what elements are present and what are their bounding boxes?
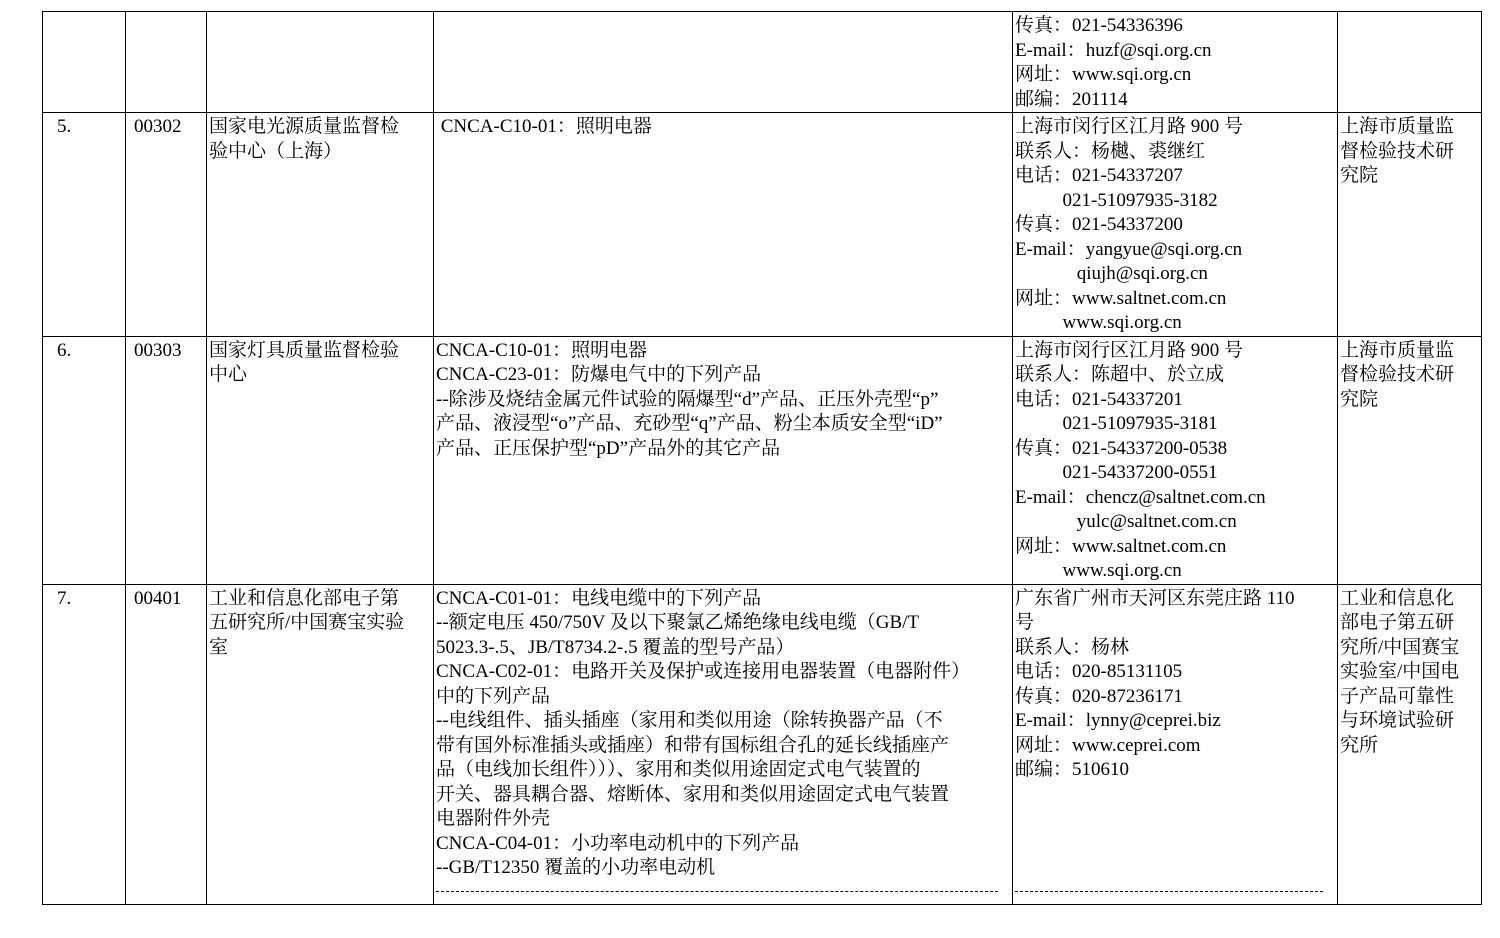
parent-org-line: 督检验技术研 (1340, 140, 1455, 162)
table-row (43, 113, 1482, 337)
contact-info-line: E-mail：chencz@saltnet.com.cn (1015, 486, 1266, 508)
contact-info-line: 网址：www.saltnet.com.cn (1015, 287, 1227, 309)
contact-info-line: 邮编：201114 (1015, 88, 1128, 110)
contact-info-line: 联系人：杨林 (1015, 636, 1130, 658)
lab-name-line: 中心 (209, 364, 248, 385)
parent-org-cell (1338, 336, 1482, 584)
dashed-separator (436, 891, 998, 892)
lab-name-cell (207, 336, 434, 584)
lab-name-line: 国家电光源质量监督检 (209, 116, 400, 137)
lab-name-line: 国家灯具质量监督检验 (209, 339, 400, 361)
lab-code-cell (126, 113, 207, 337)
contact-info-cell (1013, 584, 1338, 904)
lab-name-line: 五研究所/中国赛宝实验 (209, 612, 405, 633)
lab-code-line: 00401 (134, 587, 182, 609)
cert-scope-line: 中的下列产品 (436, 685, 551, 707)
contact-info-line: 电话：021-54337207 (1015, 165, 1183, 186)
contact-info-line: 广东省广州市天河区东莞庄路 110 (1015, 587, 1295, 609)
contact-info-line: 传真：021-54337200-0538 (1015, 437, 1228, 459)
cert-scope-line: 电器附件外壳 (436, 808, 551, 829)
contact-info-line: 传真：021-54337200 (1015, 214, 1183, 235)
contact-info-line: 021-54337200-0551 (1015, 462, 1218, 483)
table-row (43, 12, 1482, 113)
contact-info-line: E-mail：huzf@sqi.org.cn (1015, 39, 1212, 61)
cert-scope-line: CNCA-C04-01：小功率电动机中的下列产品 (436, 832, 800, 854)
parent-org-line: 究院 (1340, 165, 1379, 186)
parent-org-line: 上海市质量监 (1340, 339, 1455, 361)
lab-name-line: 工业和信息化部电子第 (209, 587, 400, 609)
row-number-cell (43, 113, 126, 337)
cert-scope-line: 带有国外标准插头或插座）和带有国标组合孔的延长线插座产 (436, 734, 950, 756)
contact-info-cell (1013, 113, 1338, 337)
cert-scope-line: --额定电压 450/750V 及以下聚氯乙烯绝缘电线电缆（GB/T (436, 612, 920, 633)
cert-scope-cell (434, 584, 1013, 904)
lab-code-cell (126, 584, 207, 904)
lab-code-line: 00303 (134, 339, 182, 361)
contact-info-line: 021-51097935-3182 (1015, 189, 1218, 211)
lab-code-line: 00302 (134, 116, 182, 137)
cert-scope-cell (434, 113, 1013, 337)
parent-org-line: 与环境试验研 (1340, 710, 1455, 731)
contact-info-line: 电话：021-54337201 (1015, 388, 1183, 410)
row-number-line: 6. (57, 339, 72, 361)
parent-org-cell (1338, 584, 1482, 904)
cert-scope-line: 开关、器具耦合器、熔断体、家用和类似用途固定式电气装置 (436, 783, 950, 805)
contact-info-line: E-mail：yangyue@sqi.org.cn (1015, 238, 1243, 260)
contact-info-line: 联系人：杨樾、裘继红 (1015, 140, 1206, 162)
lab-name-cell (207, 113, 434, 337)
parent-org-line: 究所 (1340, 734, 1379, 756)
parent-org-line: 子产品可靠性 (1340, 685, 1455, 707)
parent-org-line: 督检验技术研 (1340, 364, 1455, 385)
cert-scope-line: 5023.3-.5、JB/T8734.2-.5 覆盖的型号产品） (436, 636, 795, 658)
lab-code-cell (126, 12, 207, 113)
lab-table (42, 11, 1482, 905)
cert-scope-line: CNCA-C10-01：照明电器 (436, 339, 648, 361)
parent-org-line: 工业和信息化 (1340, 587, 1455, 609)
dashed-separator (1015, 891, 1323, 892)
lab-code-cell (126, 336, 207, 584)
lab-name-cell (207, 12, 434, 113)
row-number-cell (43, 336, 126, 584)
contact-info-line: 021-51097935-3181 (1015, 413, 1218, 434)
parent-org-line: 实验室/中国电 (1340, 661, 1460, 682)
cert-scope-cell (434, 12, 1013, 113)
contact-info-line: qiujh@sqi.org.cn (1015, 263, 1208, 284)
contact-info-line: 电话：020-85131105 (1015, 661, 1183, 682)
contact-info-line: 上海市闵行区江月路 900 号 (1015, 339, 1244, 361)
lab-name-line: 室 (209, 636, 229, 658)
contact-info-line: 传真：020-87236171 (1015, 685, 1183, 707)
cert-scope-line: --除涉及烧结金属元件试验的隔爆型“d”产品、正压外壳型“p” (436, 388, 939, 410)
cert-scope-line: 产品、正压保护型“pD”产品外的其它产品 (436, 437, 781, 459)
cert-scope-line: CNCA-C01-01：电线电缆中的下列产品 (436, 587, 762, 609)
table-row (43, 336, 1482, 584)
contact-info-line: 网址：www.saltnet.com.cn (1015, 535, 1227, 557)
row-number-cell (43, 584, 126, 904)
cert-scope-line: 产品、液浸型“o”产品、充砂型“q”产品、粉尘本质安全型“iD” (436, 413, 943, 434)
cert-scope-line: 品（电线加长组件）））、家用和类似用途固定式电气装置的 (436, 759, 921, 780)
contact-info-line: E-mail：lynny@ceprei.biz (1015, 710, 1221, 731)
cert-scope-cell (434, 336, 1013, 584)
cert-scope-line: CNCA-C23-01：防爆电气中的下列产品 (436, 364, 762, 385)
table-row (43, 584, 1482, 904)
cert-scope-line: CNCA-C02-01：电路开关及保护或连接用电器装置（电器附件） (436, 661, 971, 682)
cert-scope-line: CNCA-C10-01：照明电器 (436, 116, 652, 137)
contact-info-line: 传真：021-54336396 (1015, 15, 1183, 36)
contact-info-line: www.sqi.org.cn (1015, 312, 1182, 333)
parent-org-line: 上海市质量监 (1340, 116, 1455, 137)
contact-info-cell (1013, 336, 1338, 584)
contact-info-line: 联系人：陈超中、於立成 (1015, 364, 1225, 385)
parent-org-cell (1338, 12, 1482, 113)
parent-org-line: 究院 (1340, 388, 1379, 410)
contact-info-line: www.sqi.org.cn (1015, 560, 1182, 581)
row-number-cell (43, 12, 126, 113)
contact-info-line: 网址：www.sqi.org.cn (1015, 64, 1192, 85)
parent-org-cell (1338, 113, 1482, 337)
contact-info-line: 号 (1015, 612, 1035, 633)
parent-org-line: 部电子第五研 (1340, 612, 1455, 633)
row-number-line: 5. (57, 116, 72, 137)
lab-name-line: 验中心（上海） (209, 140, 343, 162)
contact-info-cell (1013, 12, 1338, 113)
contact-info-line: 网址：www.ceprei.com (1015, 734, 1201, 756)
contact-info-line: yulc@saltnet.com.cn (1015, 511, 1237, 532)
row-number-line: 7. (57, 587, 72, 609)
cert-scope-line: --GB/T12350 覆盖的小功率电动机 (436, 857, 716, 878)
lab-name-cell (207, 584, 434, 904)
contact-info-line: 上海市闵行区江月路 900 号 (1015, 116, 1244, 137)
parent-org-line: 究所/中国赛宝 (1340, 636, 1460, 658)
cert-scope-line: --电线组件、插头插座（家用和类似用途（除转换器产品（不 (436, 710, 943, 731)
contact-info-line: 邮编：510610 (1015, 759, 1130, 780)
